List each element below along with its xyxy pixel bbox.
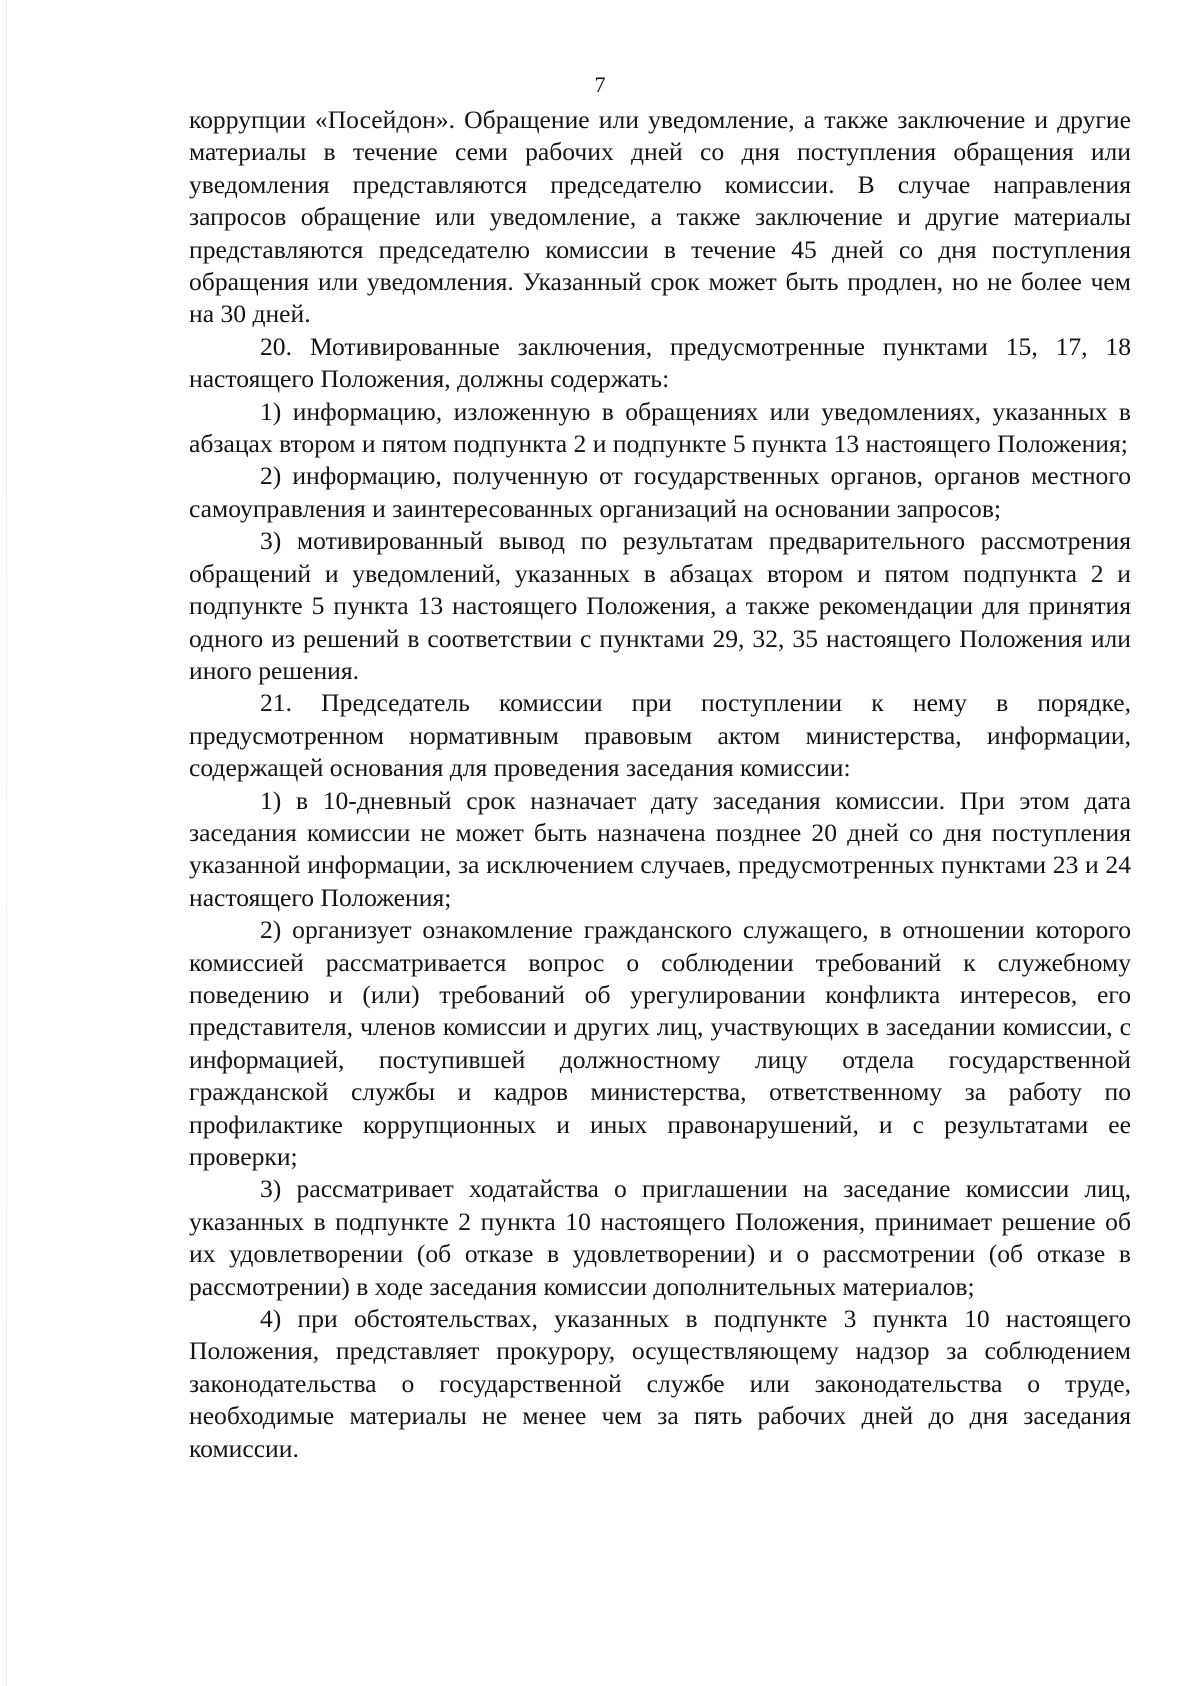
paragraph-item-21-1: 1) в 10-дневный срок назначает дату заседания комиссии. При этом дата заседания комиссии не может быть назначена позднее 20 дней со дня поступления указанной информации, за исключением случаев, предусмотренных пунктами 23 и 24 настоящего Положения;	[189, 785, 1131, 912]
paragraph-item-21-3: 3) рассматривает ходатайства о приглашении на заседание комиссии лиц, указанных в подпункте 2 пункта 10 настоящего Положения, принимает решение об их удовлетворении (об отказе в удовлетворении) и о рассмотрении (об отказе в рассмотрении) в ходе заседания комиссии дополнительных материалов;	[189, 1174, 1131, 1301]
paragraph-item-20-3: 3) мотивированный вывод по результатам предварительного рассмотрения обращений и уведомлений, указанных в абзацах втором и пятом подпункта 2 и подпункте 5 пункта 13 настоящего Положения, а также рекомендации для принятия одного из решений в соответствии с пунктами 29, 32, 35 настоящего Положения или иного решения.	[189, 526, 1131, 685]
paragraph-item-21: 21. Председатель комиссии при поступлении к нему в порядке, предусмотренном нормативным правовым актом министерства, информации, содержащей основания для проведения заседания комиссии:	[189, 688, 1131, 783]
page-number: 7	[594, 72, 606, 97]
paragraph-item-20: 20. Мотивированные заключения, предусмотренные пунктами 15, 17, 18 настоящего Положения, должны содержать:	[189, 331, 1131, 394]
document-body	[189, 104, 1131, 1465]
paragraph-item-21-2: 2) организует ознакомление гражданского служащего, в отношении которого комиссией рассматривается вопрос о соблюдении требований к служебному поведению и (или) требований об урегулировании конфликта интересов, его представителя, членов комиссии и других лиц, участвующих в заседании комиссии, с информацией, поступившей должностному лицу отдела государственной гражданской службы и кадров министерства, ответственному за работу по профилактике коррупционных и иных правонарушений, и с результатами ее проверки;	[189, 915, 1131, 1171]
paragraph-continuation: коррупции «Посейдон». Обращение или уведомление, а также заключение и другие материалы в течение семи рабочих дней со дня поступления обращения или уведомления представляются председателю комиссии. В случае направления запросов обращение или уведомление, а также заключение и другие материалы представляются председателю комиссии в течение 45 дней со дня поступления обращения или уведомления. Указанный срок может быть продлен, но не более чем на 30 дней.	[189, 105, 1131, 329]
scan-edge-shadow	[6, 0, 7, 1686]
paragraph-item-21-4: 4) при обстоятельствах, указанных в подпункте 3 пункта 10 настоящего Положения, представляет прокурору, осуществляющему надзор за соблюдением законодательства о государственной службе или законодательства о труде, необходимые материалы не менее чем за пять рабочих дней до дня заседания комиссии.	[189, 1304, 1131, 1463]
paragraph-item-20-2: 2) информацию, полученную от государственных органов, органов местного самоуправления и заинтересованных организаций на основании запросов;	[189, 461, 1131, 523]
paragraph-item-20-1: 1) информацию, изложенную в обращениях или уведомлениях, указанных в абзацах втором и пятом подпункта 2 и подпункте 5 пункта 13 настоящего Положения;	[189, 396, 1131, 459]
